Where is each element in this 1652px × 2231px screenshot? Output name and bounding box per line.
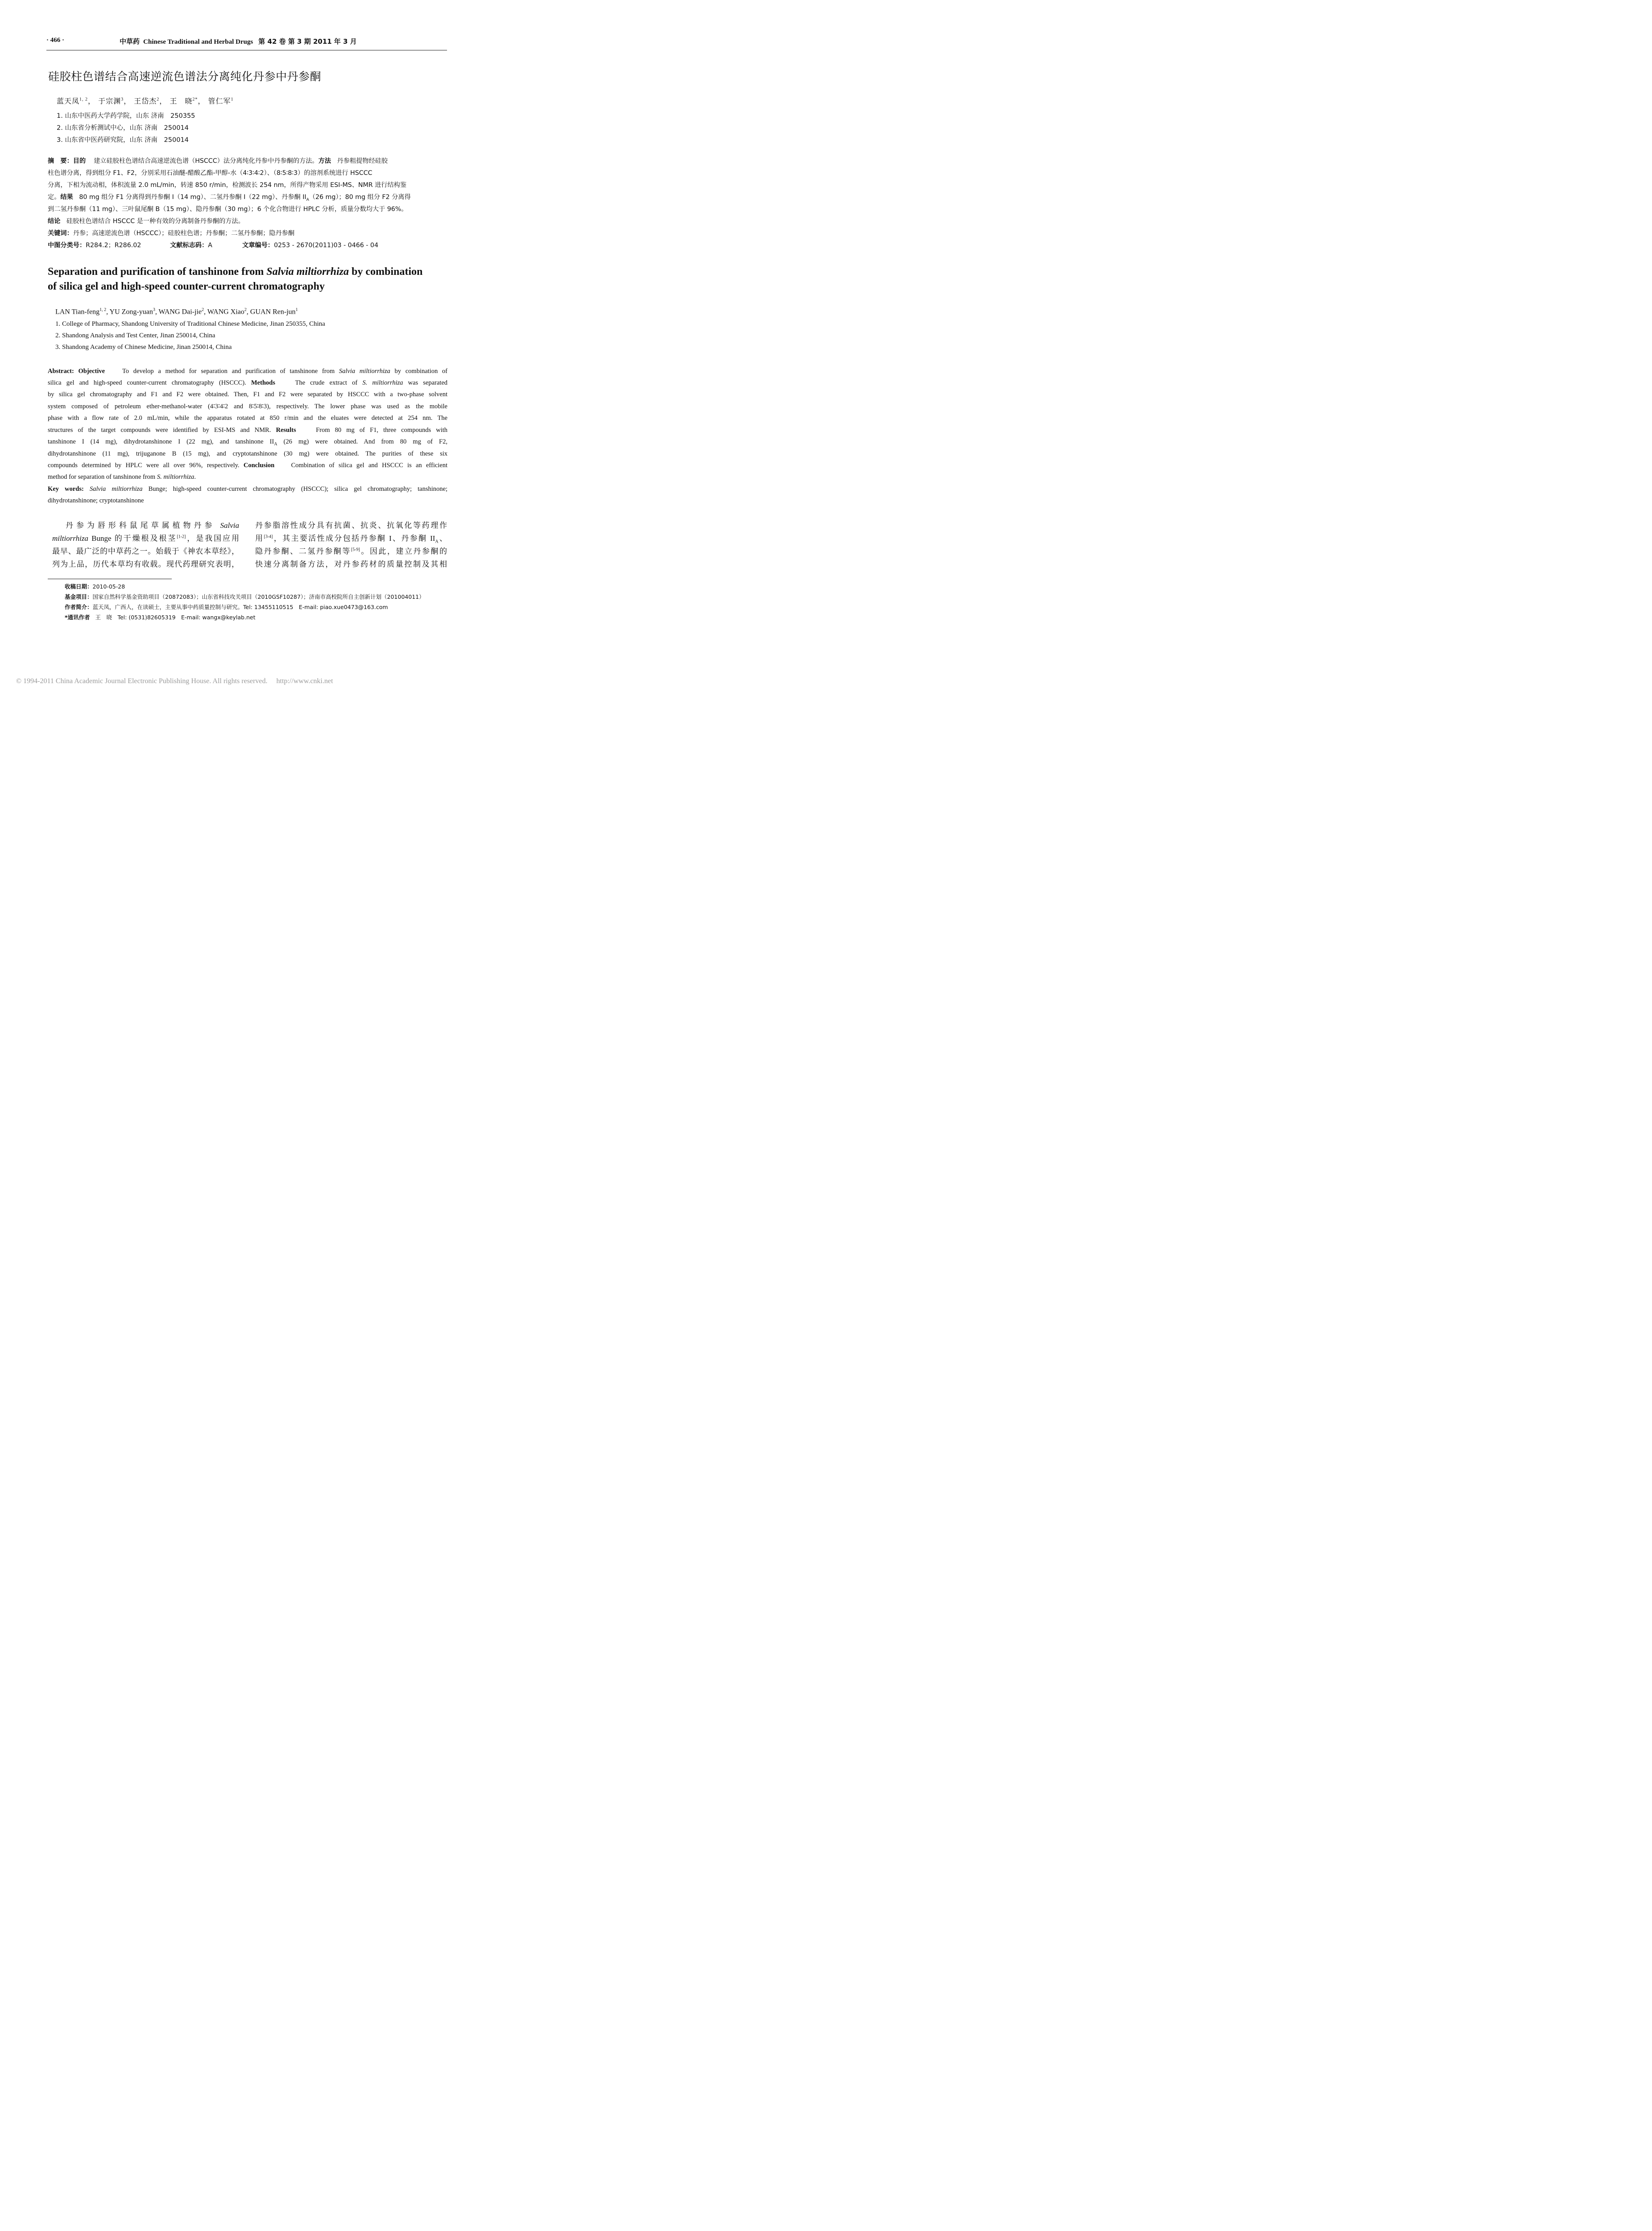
journal-issue: 第 42 卷 第 3 期 2011 年 3 月 — [258, 37, 357, 46]
species-name: S. miltiorrhiza — [362, 379, 403, 386]
species-name: Salvia — [220, 521, 239, 530]
footnote-text: 王 晓 Tel: (0531)82605319 E-mail: wangx@keylab.net — [95, 614, 256, 621]
author-name: 蓝天凤 — [57, 97, 80, 105]
footnote-text: 蓝天凤，广西人，在读硕士，主要从事中药质量控制与研究。Tel: 13455110515 E-mail: piao.xue0473@163.com — [92, 604, 388, 610]
keywords-en-line2: dihydrotanshinone; cryptotanshinone — [48, 497, 144, 504]
affiliation-cn: 1. 山东中医药大学药学院，山东 济南 250355 — [57, 112, 195, 120]
objective-label: 目的 — [73, 158, 86, 165]
abstract-text: （26 mg）；80 mg 组分 F2 分离得 — [309, 194, 411, 201]
footnote-author-bio — [65, 603, 388, 611]
affiliation-cn: 2. 山东省分析测试中心，山东 济南 250014 — [57, 124, 189, 132]
body-text-line — [66, 519, 239, 530]
abstract-text: The crude extract of — [295, 379, 363, 386]
results-label: Results — [276, 427, 296, 434]
body-text: 用 — [255, 534, 264, 543]
author-name: 于宗渊 — [98, 97, 121, 105]
copyright-notice: © 1994-2011 China Academic Journal Electronic Publishing House. All rights reserved. http://www.cnki.net — [16, 677, 333, 685]
page-number: · 466 · — [46, 37, 65, 44]
abstract-en-line: phase with a flow rate of 2.0 mL/min, while the apparatus rotated at 850 r/min and the eluates were detected at 254 nm. The — [48, 415, 447, 422]
keywords-cn — [48, 230, 294, 236]
conclusion-label: 结论 — [48, 218, 61, 225]
author-affiliation-mark: 1 — [295, 307, 298, 312]
article-title-en — [48, 266, 422, 278]
body-text-line — [255, 545, 447, 556]
title-text: Separation and purification of tanshinone from — [48, 266, 267, 278]
author-name: 王 晓 — [170, 97, 193, 105]
abstract-en-line: dihydrotanshinone (11 mg), trijuganone B (15 mg), and cryptotanshinone (30 mg) were obtained. The purities of these six — [48, 450, 447, 457]
author-list-cn: 蓝天凤$^{1, 2}$， 于宗渊$^3$， 王岱杰$^2$， 王 晓$^{2*}$， 管仁军$^1$ — [57, 97, 234, 105]
doc-code-value: A — [208, 242, 212, 249]
body-text: 丹参为唇形科鼠尾草属植物丹参 — [66, 521, 220, 530]
author-name: WANG Xiao — [207, 308, 244, 316]
result-label: 结果 — [60, 194, 73, 201]
abstract-text: method for separation of tanshinone from — [48, 473, 157, 481]
abstract-text: 建立硅胶柱色谱结合高速逆流色谱（HSCCC）法分离纯化丹参中丹参酮的方法。 — [94, 158, 319, 165]
journal-name-cn: 中草药 — [120, 37, 140, 46]
citation: [5-9] — [351, 547, 360, 552]
subscript: A — [306, 197, 309, 202]
abstract-text: (26 mg) were obtained. And from 80 mg of F2, — [277, 438, 447, 445]
subscript: A — [274, 441, 277, 447]
subscript: A — [435, 539, 439, 544]
abstract-text: 定。 — [48, 194, 61, 201]
species-name: Salvia miltiorrhiza — [90, 485, 143, 493]
abstract-cn-line: 分离，下相为流动相，体积流量 2.0 mL/min，转速 850 r/min，检测波长 254 nm，所得产物采用 ESI-MS、NMR 进行结构鉴 — [48, 182, 407, 189]
abstract-text: From 80 mg of F1, three compounds with — [316, 427, 448, 434]
clc-value: R284.2；R286.02 — [86, 242, 141, 249]
abstract-en-line — [48, 379, 447, 387]
affiliation-en: 1. College of Pharmacy, Shandong University of Traditional Chinese Medicine, Jinan 250355, China — [55, 320, 325, 328]
abstract-en-line: by silica gel chromatography and F1 and F2 were obtained. Then, F1 and F2 were separated by HSCCC with a two-phase solvent — [48, 391, 447, 398]
abstract-label: Abstract: — [48, 368, 74, 375]
article-number-label: 文章编号： — [242, 242, 274, 249]
document-code — [170, 242, 212, 249]
abstract-text: silica gel and high-speed counter-current chromatography (HSCCC). — [48, 379, 246, 386]
species-name: Salvia miltiorrhiza — [339, 368, 390, 375]
affiliation-cn: 3. 山东省中医药研究院，山东 济南 250014 — [57, 137, 189, 144]
keywords-label: Key words: — [48, 485, 84, 493]
footnote-text: 国家自然科学基金资助项目（20872083）；山东省科技攻关项目（2010GSF10287）；济南市高校院所自主创新计划（201004011） — [92, 593, 425, 600]
clc-label: 中图分类号： — [48, 242, 86, 249]
body-text: 。因此，建立丹参酮的 — [360, 547, 447, 556]
affiliation-en: 3. Shandong Academy of Chinese Medicine, Jinan 250014, China — [55, 344, 232, 351]
methods-label: Methods — [251, 379, 275, 386]
body-text-line: 快速分离制备方法，对丹参药材的质量控制及其相 — [255, 560, 447, 568]
article-number — [242, 242, 378, 249]
body-text-line — [255, 532, 447, 544]
classification-line — [48, 242, 141, 249]
citation: [1-2] — [177, 534, 186, 539]
author-affiliation-mark: 2* — [192, 97, 198, 102]
abstract-text: compounds determined by HPLC were all over 96%, respectively. — [48, 462, 240, 469]
abstract-cn-line — [48, 218, 244, 224]
abstract-en-line — [48, 427, 447, 434]
abstract-text: by combination of — [390, 368, 448, 375]
doc-code-label: 文献标志码： — [170, 242, 208, 249]
abstract-text: structures of the target compounds were identified by ESI-MS and NMR. — [48, 427, 271, 434]
author-affiliation-mark: 1, 2 — [79, 97, 88, 102]
title-species: Salvia miltiorrhiza — [266, 266, 349, 278]
author-name: 王岱杰 — [134, 97, 157, 105]
abstract-en-line — [48, 462, 447, 469]
keywords-text: 丹参；高速逆流色谱（HSCCC）；硅胶柱色谱；丹参酮；二氢丹参酮；隐丹参酮 — [73, 230, 295, 237]
author-affiliation-mark: 3 — [121, 97, 124, 102]
abstract-text: 硅胶柱色谱结合 HSCCC 是一种有效的分离制备丹参酮的方法。 — [66, 218, 244, 225]
author-affiliation-mark: 1 — [231, 97, 234, 102]
conclusion-label: Conclusion — [243, 462, 275, 469]
footnote-label: 收稿日期： — [65, 583, 93, 590]
author-name: GUAN Ren-jun — [250, 308, 296, 316]
abstract-text: 丹参粗提物经硅胶 — [337, 158, 388, 165]
footnote-label: 作者简介： — [65, 604, 93, 610]
title-text: by combination — [349, 266, 423, 278]
journal-header — [120, 37, 357, 46]
objective-label: Objective — [78, 368, 105, 375]
body-text: 、 — [438, 534, 447, 543]
affiliation-en: 2. Shandong Analysis and Test Center, Jinan 250014, China — [55, 332, 215, 339]
author-name: WANG Dai-jie — [158, 308, 202, 316]
author-affiliation-mark: 1, 2 — [99, 307, 107, 312]
body-text: ，其主要活性成分包括丹参酮 I、丹参酮 II — [273, 534, 435, 543]
body-text-line — [52, 532, 239, 543]
abstract-en-line: system composed of petroleum ether-methanol-water (4∶3∶4∶2 and 8∶5∶8∶3), respectively. The lower phase was used as the mobile — [48, 403, 447, 410]
keywords-label: 关键词： — [48, 230, 73, 237]
abstract-cn-line: 柱色谱分离，得到组分 F1、F2，分别采用石油醚-醋酸乙酯-甲醇-水（4∶3∶4∶2）、（8∶5∶8∶3）的溶剂系统进行 HSCCC — [48, 170, 373, 177]
footnote-funding — [65, 593, 425, 601]
article-title-cn: 硅胶柱色谱结合高速逆流色谱法分离纯化丹参中丹参酮 — [48, 70, 322, 83]
journal-name-en: Chinese Traditional and Herbal Drugs — [143, 38, 253, 46]
body-text-line: 最早、最广泛的中草药之一。始载于《神农本草经》， — [52, 547, 239, 556]
author-list-en: LAN Tian-feng$^{1, 2}$, YU Zong-yuan$^3$, WANG Dai-jie$^2$, WANG Xiao$^2$, GUAN Ren-jun$^1$ — [55, 307, 298, 316]
body-text: Bunge 的干燥根及根茎 — [88, 534, 177, 543]
abstract-cn-line: 到二氢丹参酮（11 mg）、三叶鼠尾酮 B（15 mg）、隐丹参酮（30 mg）；6 个化合物进行 HPLC 分析，质量分数均大于 96%。 — [48, 206, 408, 213]
keywords-text: Bunge; high-speed counter-current chromatography (HSCCC); silica gel chromatography; tanshinone; — [142, 485, 447, 493]
species-name: miltiorrhiza — [52, 534, 88, 543]
author-affiliation-mark: 2 — [157, 97, 160, 102]
article-title-en-line2: of silica gel and high-speed counter-current chromatography — [48, 281, 325, 292]
abstract-en-line — [48, 473, 447, 481]
footnote-received — [65, 582, 125, 590]
body-text-line: 列为上品，历代本草均有收载。现代药理研究表明， — [52, 560, 239, 568]
footnote-text: 2010-05-28 — [92, 583, 125, 590]
abstract-text: tanshinone I (14 mg), dihydrotanshinone I (22 mg), and tanshinone II — [48, 438, 274, 445]
method-label: 方法 — [318, 158, 331, 165]
keywords-en — [48, 485, 447, 493]
author-name: 管仁军 — [208, 97, 231, 105]
abstract-en-line — [48, 368, 447, 375]
abstract-text: was separated — [403, 379, 448, 386]
citation: [3-4] — [264, 534, 273, 539]
author-name: LAN Tian-feng — [55, 308, 100, 316]
footnote-label: 基金项目： — [65, 593, 93, 600]
body-text-line: 丹参脂溶性成分具有抗菌、抗炎、抗氧化等药理作 — [255, 521, 447, 530]
abstract-text: Combination of silica gel and HSCCC is an efficient — [291, 462, 448, 469]
abstract-label: 摘 要： — [48, 158, 73, 165]
abstract-text: . — [194, 473, 196, 481]
species-name: S. miltiorrhiza — [157, 473, 195, 481]
author-name: YU Zong-yuan — [109, 308, 153, 316]
footnote-label: *通讯作者 — [65, 614, 90, 621]
abstract-en-line — [48, 438, 447, 447]
author-affiliation-mark: 3 — [153, 307, 155, 312]
footnote-corresponding — [65, 613, 255, 621]
author-affiliation-mark: 2 — [201, 307, 204, 312]
body-text: 隐丹参酮、二氢丹参酮等 — [255, 547, 351, 556]
abstract-text: 80 mg 组分 F1 分离得到丹参酮 I（14 mg）、二氢丹参酮 I（22 mg）、丹参酮 II — [79, 194, 306, 201]
abstract-cn-line — [48, 158, 388, 164]
body-text: ，是我国应用 — [186, 534, 239, 543]
abstract-text: To develop a method for separation and purification of tanshinone from — [122, 368, 339, 375]
abstract-cn-line — [48, 194, 411, 202]
author-affiliation-mark: 2 — [244, 307, 247, 312]
article-number-value: 0253 - 2670(2011)03 - 0466 - 04 — [273, 242, 378, 249]
